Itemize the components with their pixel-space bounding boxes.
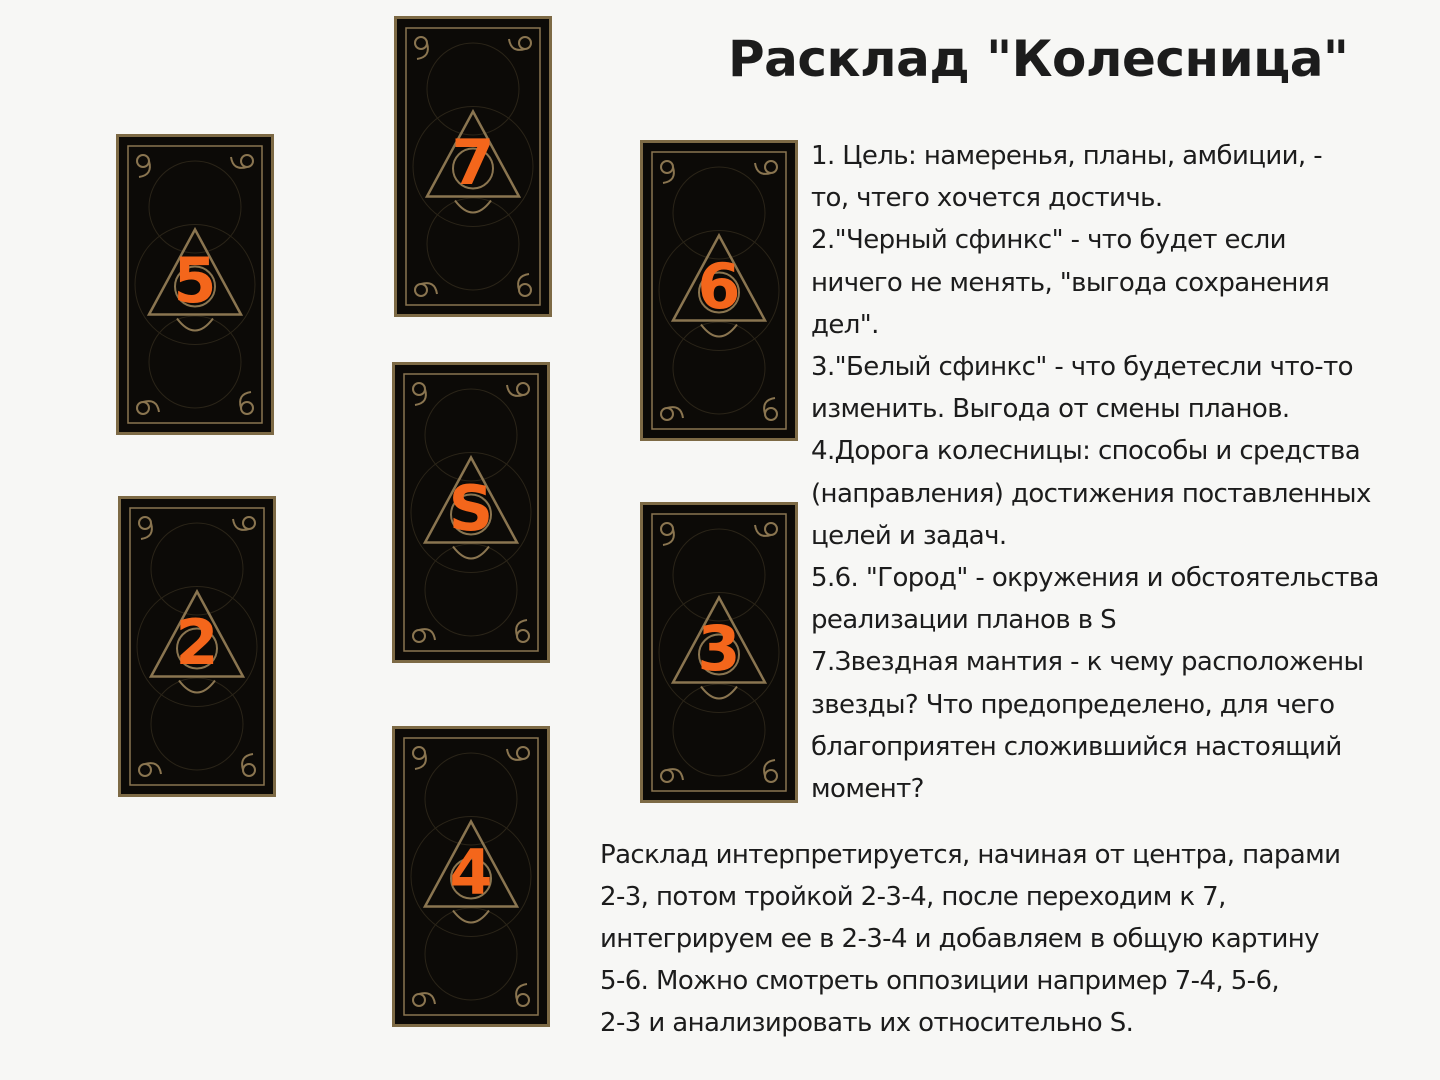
card-number: 5 (173, 243, 217, 317)
card-background-circle (427, 43, 519, 135)
card-7 (394, 16, 552, 317)
corner-swirl-icon (413, 383, 426, 405)
corner-swirl-icon (415, 37, 428, 59)
note-line: Расклад интерпретируется, начиная от центра, парами (600, 840, 1341, 870)
legend-line: 3."Белый сфинкс" - что будетесли что-то (811, 352, 1353, 383)
corner-swirl-icon (413, 993, 435, 1006)
legend-line: то, чтего хочется достичь. (811, 183, 1163, 214)
card-s (392, 362, 550, 663)
legend-line: 1. Цель: намеренья, планы, амбиции, - (811, 141, 1323, 171)
legend-line: дел". (811, 309, 879, 340)
card-number: 2 (175, 605, 219, 679)
note-line: 2-3 и анализировать их относительно S. (600, 1008, 1134, 1038)
corner-swirl-icon (764, 760, 777, 782)
legend-line: момент? (811, 774, 924, 805)
legend-line: благоприятен сложившийся настоящий (811, 731, 1342, 762)
emblem-scroll (701, 325, 737, 337)
corner-swirl-icon (661, 407, 683, 420)
card-5 (116, 134, 274, 435)
note-line: интегрируем ее в 2-3-4 и добавляем в общую картину (600, 924, 1319, 954)
legend-line: (направления) достижения поставленных (811, 478, 1371, 509)
card-number: 3 (697, 611, 741, 685)
emblem-scroll (453, 911, 489, 923)
card-2 (118, 496, 276, 797)
legend-line: 7.Звездная мантия - к чему расположены (811, 647, 1364, 678)
legend-line: реализации планов в S (811, 605, 1116, 636)
corner-swirl-icon (516, 620, 529, 642)
corner-swirl-icon (518, 274, 531, 296)
note-line: 2-3, потом тройкой 2-3-4, после переходим к 7, (600, 882, 1226, 912)
corner-swirl-icon (233, 517, 255, 530)
card-3 (640, 502, 798, 803)
legend-line: ничего не менять, "выгода сохранения (811, 267, 1330, 298)
position-legend (811, 135, 1436, 810)
corner-swirl-icon (242, 754, 255, 776)
corner-swirl-icon (240, 392, 253, 414)
corner-swirl-icon (509, 37, 531, 50)
legend-line: 5.6. "Город" - окружения и обстоятельства (811, 563, 1379, 594)
card-6 (640, 140, 798, 441)
corner-swirl-icon (139, 517, 152, 539)
corner-swirl-icon (137, 401, 159, 414)
legend-line: звезды? Что предопределено, для чего (811, 689, 1335, 720)
corner-swirl-icon (755, 523, 777, 536)
emblem-scroll (177, 319, 213, 331)
card-background-circle (425, 389, 517, 481)
corner-swirl-icon (507, 383, 529, 396)
corner-swirl-icon (415, 283, 437, 296)
emblem-scroll (453, 547, 489, 559)
corner-swirl-icon (507, 747, 529, 760)
card-background-circle (673, 167, 765, 259)
note-line: 5-6. Можно смотреть оппозиции например 7-4, 5-6, (600, 966, 1280, 996)
interpretation-note (600, 834, 1436, 1044)
legend-line: изменить. Выгода от смены планов. (811, 394, 1290, 425)
card-background-circle (151, 523, 243, 615)
corner-swirl-icon (137, 155, 150, 177)
legend-line: 4.Дорога колесницы: способы и средства (811, 436, 1361, 467)
card-number: 4 (449, 835, 493, 909)
page-title: Расклад "Колесница" (728, 30, 1349, 88)
card-number: 7 (451, 125, 495, 199)
corner-swirl-icon (764, 398, 777, 420)
corner-swirl-icon (661, 523, 674, 545)
emblem-scroll (179, 681, 215, 693)
legend-line: целей и задач. (811, 520, 1007, 551)
legend-line: 2."Черный сфинкс" - что будет если (811, 225, 1286, 256)
corner-swirl-icon (413, 629, 435, 642)
emblem-scroll (455, 201, 491, 213)
corner-swirl-icon (231, 155, 253, 168)
corner-swirl-icon (661, 769, 683, 782)
card-background-circle (425, 753, 517, 845)
corner-swirl-icon (661, 161, 674, 183)
card-number: S (448, 471, 494, 545)
corner-swirl-icon (139, 763, 161, 776)
corner-swirl-icon (516, 984, 529, 1006)
emblem-scroll (701, 687, 737, 699)
corner-swirl-icon (413, 747, 426, 769)
card-4 (392, 726, 550, 1027)
card-number: 6 (697, 249, 741, 323)
corner-swirl-icon (755, 161, 777, 174)
card-background-circle (673, 529, 765, 621)
card-background-circle (149, 161, 241, 253)
